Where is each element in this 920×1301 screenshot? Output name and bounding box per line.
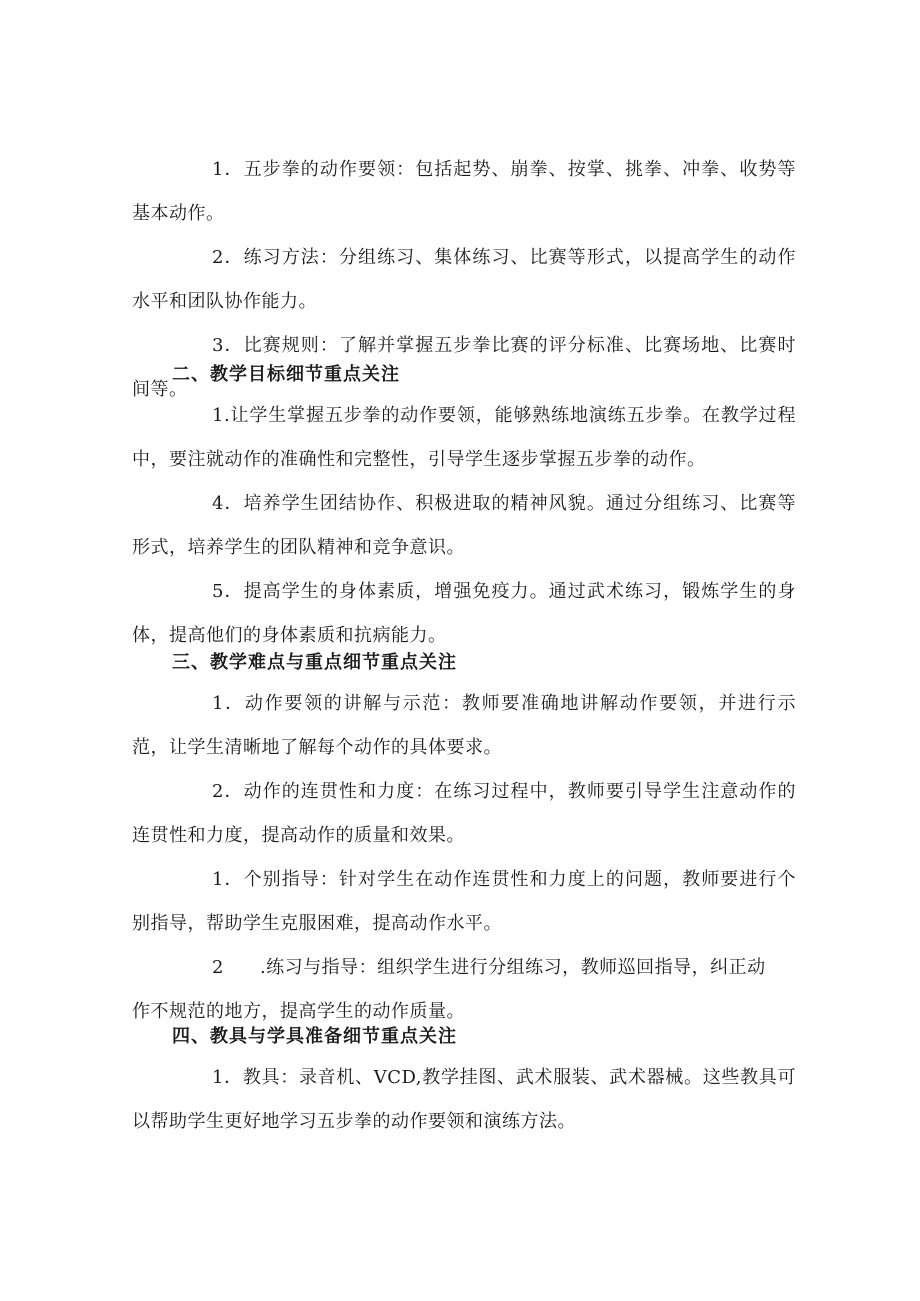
paragraph: 4．培养学生团结协作、积极进取的精神风貌。通过分组练习、比赛等形式，培养学生的团队精神和竞争意识。 [132, 493, 796, 558]
section-heading: 三、教学难点与重点细节重点关注 [172, 652, 457, 673]
section-heading: 二、教学目标细节重点关注 [172, 364, 400, 385]
paragraph: 5．提高学生的身体素质，增强免疫力。通过武术练习，锻炼学生的身体，提高他们的身体素质和抗病能力。 [132, 581, 796, 646]
paragraph-split-line-1: 2 .练习与指导：组织学生进行分组练习，教师巡回指导，纠正动 [212, 957, 766, 978]
section-3-body [132, 682, 796, 1034]
paragraph: 2．动作的连贯性和力度：在练习过程中，教师要引导学生注意动作的连贯性和力度，提高动作的质量和效果。 [132, 781, 796, 846]
paragraph: 3．比赛规则：了解并掌握五步拳比赛的评分标准、比赛场地、比赛时间等。 [132, 335, 796, 400]
section-4-body [132, 1056, 796, 1144]
paragraph: 1．个别指导：针对学生在动作连贯性和力度上的问题，教师要进行个别指导，帮助学生克服困难，提高动作水平。 [132, 869, 796, 934]
paragraph: 1.让学生掌握五步拳的动作要领，能够熟练地演练五步拳。在教学过程中，要注就动作的准确性和完整性，引导学生逐步掌握五步拳的动作。 [132, 405, 796, 470]
paragraph: 1．五步拳的动作要领：包括起势、崩拳、按掌、挑拳、冲拳、收势等基本动作。 [132, 159, 796, 224]
paragraph: 2．练习方法：分组练习、集体练习、比赛等形式，以提高学生的动作水平和团队协作能力。 [132, 247, 796, 312]
section-2-body [132, 394, 796, 658]
paragraph: 1．动作要领的讲解与示范：教师要准确地讲解动作要领，并进行示范，让学生清晰地了解每个动作的具体要求。 [132, 693, 796, 758]
section-heading: 四、教具与学具准备细节重点关注 [172, 1026, 457, 1047]
paragraph: 1．教具：录音机、VCD,教学挂图、武术服装、武术器械。这些教具可以帮助学生更好地学习五步拳的动作要领和演练方法。 [132, 1067, 796, 1132]
paragraph-split-line-2: 作不规范的地方，提高学生的动作质量。 [132, 1001, 465, 1022]
